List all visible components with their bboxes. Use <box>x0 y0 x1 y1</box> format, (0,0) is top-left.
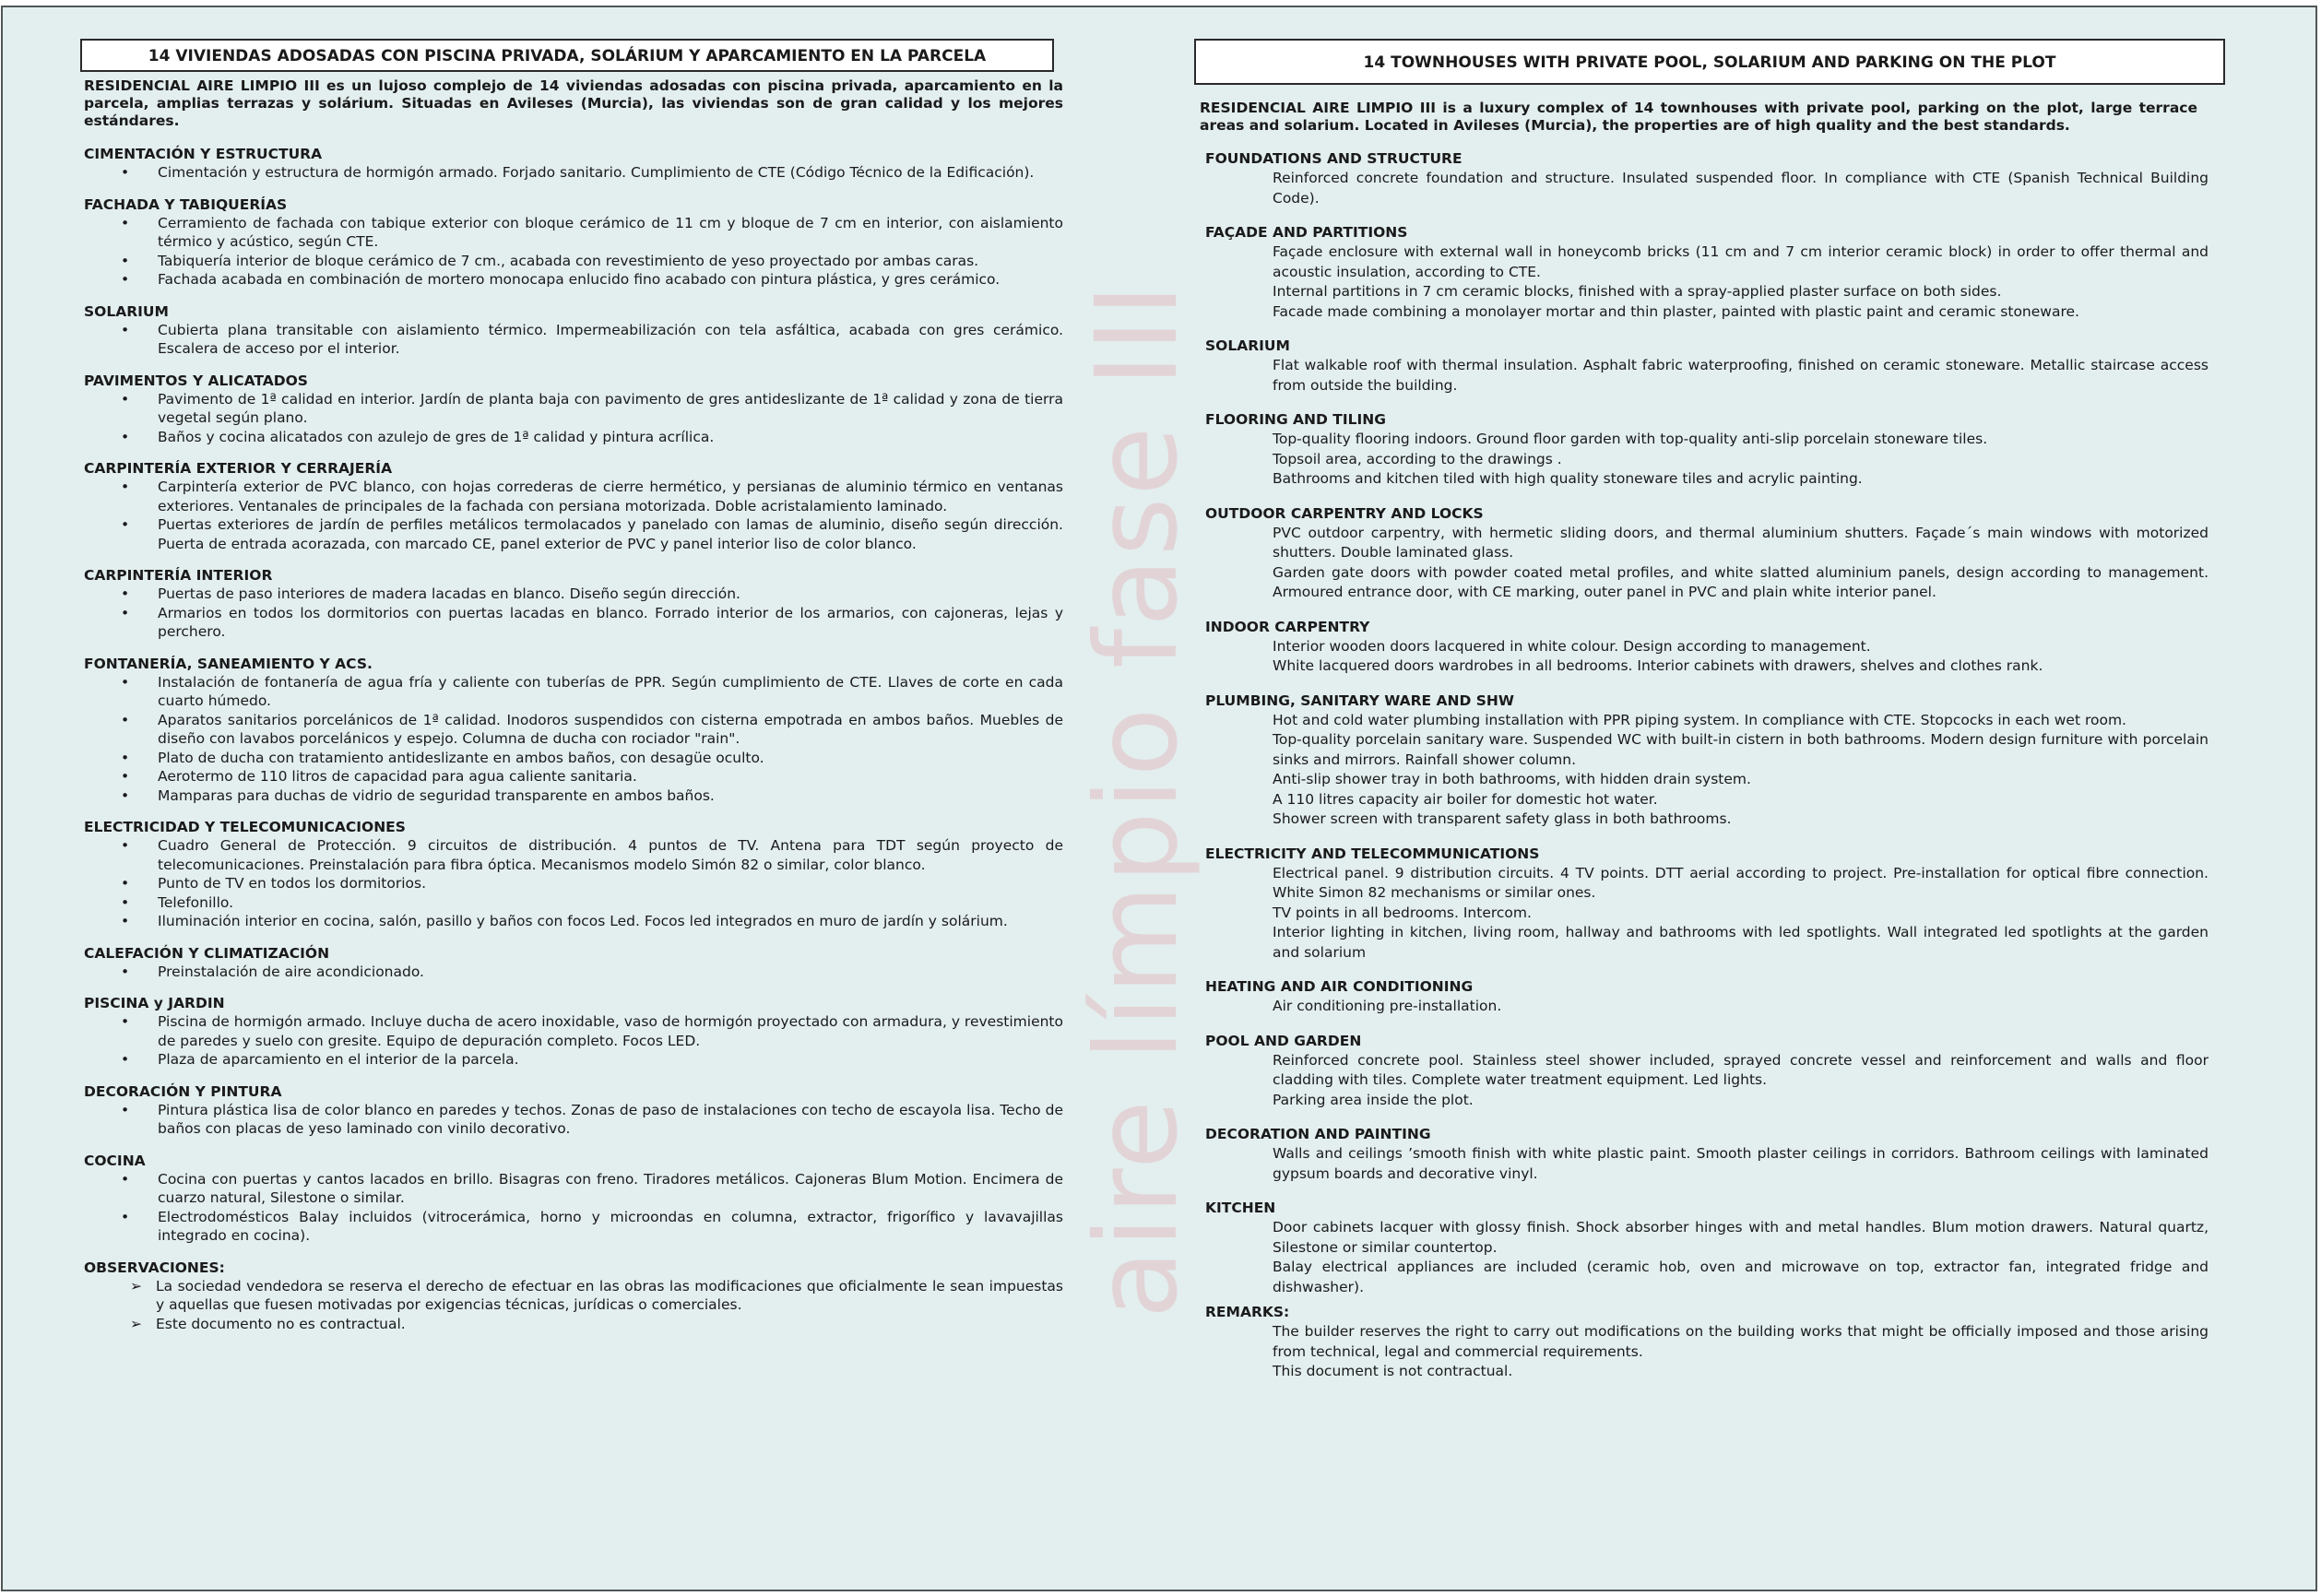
section-list <box>84 836 1063 931</box>
section-list <box>84 585 1063 642</box>
list-item: • Iluminación interior en cocina, salón, pasillo y baños con focos Led. Focos led integrados en muro de jardín y solárium. <box>158 912 1063 931</box>
section-title: CARPINTERÍA EXTERIOR Y CERRAJERÍA <box>84 460 393 477</box>
spanish-column <box>84 39 1063 1346</box>
spanish-remarks-list <box>84 1277 1063 1334</box>
remark-line: The builder reserves the right to carry out modifications on the building works that might be officially imposed and those arising from technical, legal and commercial requirements. <box>1273 1323 2209 1360</box>
section-title: PLUMBING, SANITARY WARE AND SHW <box>1205 692 1515 709</box>
section-lines <box>1205 430 2209 490</box>
section-line: Garden gate doors with powder coated metal profiles, and white slatted aluminium panels, design according to management. Armoured entrance door, with CE marking, outer panel in PVC and plain white interior panel. <box>1273 563 2209 600</box>
spec-section <box>84 372 1063 447</box>
section-line: Interior wooden doors lacquered in white colour. Design according to management. <box>1273 637 1871 655</box>
list-item: • Aerotermo de 110 litros de capacidad para agua caliente sanitaria. <box>158 767 1063 786</box>
spec-section <box>84 145 1063 183</box>
spanish-title: 14 VIVIENDAS ADOSADAS CON PISCINA PRIVADA, SOLÁRIUM Y APARCAMIENTO EN LA PARCELA <box>80 39 1054 72</box>
section-list <box>84 390 1063 447</box>
section-line: Walls and ceilings ’smooth finish with white plastic paint. Smooth plaster ceilings in corridors. Bathroom ceilings with laminated gypsum boards and decorative vinyl. <box>1273 1145 2209 1182</box>
list-item: • Telefonillo. <box>158 893 1063 913</box>
section-title: COCINA <box>84 1152 146 1169</box>
section-line: Internal partitions in 7 cm ceramic blocks, finished with a spray-applied plaster surface on both sides. <box>1273 283 2002 300</box>
spec-section <box>84 994 1063 1070</box>
section-line: Anti-slip shower tray in both bathrooms, with hidden drain system. <box>1273 771 1751 787</box>
section-title: PAVIMENTOS Y ALICATADOS <box>84 372 308 389</box>
spec-section <box>1205 223 2209 322</box>
list-item: • Armarios en todos los dormitorios con puertas lacadas en blanco. Forrado interior de los armarios, con cajoneras, lejas y perchero. <box>158 604 1063 642</box>
section-title: FLOORING AND TILING <box>1205 411 1386 428</box>
list-item: • Plaza de aparcamiento en el interior de la parcela. <box>158 1050 1063 1070</box>
section-title: FAÇADE AND PARTITIONS <box>1205 224 1408 241</box>
spec-section <box>1205 504 2209 603</box>
section-line: TV points in all bedrooms. Intercom. <box>1273 904 1532 921</box>
list-item: • Baños y cocina alicatados con azulejo de gres de 1ª calidad y pintura acrílica. <box>158 428 1063 447</box>
section-line: A 110 litres capacity air boiler for domestic hot water. <box>1273 790 1658 808</box>
list-item: • Cimentación y estructura de hormigón armado. Forjado sanitario. Cumplimiento de CTE (Código Técnico de la Edificación). <box>158 163 1063 183</box>
list-item: • Punto de TV en todos los dormitorios. <box>158 874 1063 893</box>
english-remarks <box>1205 1303 2209 1382</box>
list-item: • Instalación de fontanería de agua fría y caliente con tuberías de PPR. Según cumplimiento de CTE. Llaves de corte en cada cuarto húmedo. <box>158 673 1063 711</box>
section-line: White lacquered doors wardrobes in all bedrooms. Interior cabinets with drawers, shelves and clothes rank. <box>1273 657 2043 674</box>
section-list <box>84 214 1063 290</box>
section-line: Reinforced concrete foundation and structure. Insulated suspended floor. In compliance with CTE (Spanish Technical Building Code). <box>1273 170 2209 207</box>
spec-section <box>1205 337 2209 396</box>
section-title: POOL AND GARDEN <box>1205 1032 1362 1049</box>
list-item: • Preinstalación de aire acondicionado. <box>158 963 1063 982</box>
section-line: Door cabinets lacquer with glossy finish. Shock absorber hinges with and metal handles. Blum motion drawers. Natural quartz, Silestone or similar countertop. <box>1273 1219 2209 1256</box>
list-item: • Puertas de paso interiores de madera lacadas en blanco. Diseño según dirección. <box>158 585 1063 604</box>
list-item: • Mamparas para duchas de vidrio de seguridad transparente en ambos baños. <box>158 786 1063 806</box>
spec-section <box>1205 1125 2209 1184</box>
spec-section <box>84 195 1063 290</box>
section-line: Bathrooms and kitchen tiled with high quality stoneware tiles and acrylic painting. <box>1273 470 1863 487</box>
english-sections <box>1194 149 2209 1297</box>
section-title: SOLARIUM <box>84 302 169 320</box>
spec-section <box>84 818 1063 931</box>
list-item: • Piscina de hormigón armado. Incluye ducha de acero inoxidable, vaso de hormigón proyectado con armadura, y revestimiento de paredes y suelo con gresite. Equipo de depuración completo. Focos LED. <box>158 1012 1063 1050</box>
list-item: • Electrodomésticos Balay incluidos (vitrocerámica, horno y microondas en columna, extractor, frigorífico y lavavajillas integrado en cocina). <box>158 1208 1063 1246</box>
page-frame <box>1 6 2317 1591</box>
list-item: • Puertas exteriores de jardín de perfiles metálicos termolacados y panelado con lamas de aluminio, diseño según dirección. Puerta de entrada acorazada, con marcado CE, panel exterior de PVC y panel interior liso de color blanco. <box>158 515 1063 553</box>
list-item: • Aparatos sanitarios porcelánicos de 1ª calidad. Inodoros suspendidos con cisterna empotrada en ambos baños. Muebles de diseño con lavabos porcelánicos y espejo. Columna de ducha con rociador "rain". <box>158 711 1063 749</box>
section-list <box>84 1101 1063 1139</box>
section-title: FACHADA Y TABIQUERÍAS <box>84 195 288 213</box>
spec-section <box>84 302 1063 359</box>
section-line: Top-quality flooring indoors. Ground floor garden with top-quality anti-slip porcelain stoneware tiles. <box>1273 431 1988 447</box>
english-remarks-title: REMARKS: <box>1205 1304 1290 1320</box>
list-item: • Carpintería exterior de PVC blanco, con hojas correderas de cierre hermético, y persianas de aluminio térmico en ventanas exteriores. Ventanales de principales de la fachada con persiana motorizada. Doble acristalamiento laminado. <box>158 478 1063 515</box>
section-lines <box>1205 1051 2209 1111</box>
section-lines <box>1205 997 2209 1017</box>
section-line: Balay electrical appliances are included (ceramic hob, oven and microwave on top, extractor fan, integrated fridge and dishwasher). <box>1273 1259 2209 1295</box>
list-item: • Pavimento de 1ª calidad en interior. Jardín de planta baja con pavimento de gres antideslizante de 1ª calidad y zona de tierra vegetal según plano. <box>158 390 1063 428</box>
spec-section <box>84 1152 1063 1246</box>
spec-section <box>84 459 1063 553</box>
remark-line: This document is not contractual. <box>1273 1363 1513 1379</box>
section-lines <box>1205 1144 2209 1184</box>
section-line: PVC outdoor carpentry, with hermetic sliding doors, and thermal aluminium shutters. Façade´s main windows with motorized shutters. Double laminated glass. <box>1273 524 2209 561</box>
section-list <box>84 478 1063 553</box>
section-title: INDOOR CARPENTRY <box>1205 618 1370 635</box>
spec-section <box>1205 410 2209 490</box>
section-title: HEATING AND AIR CONDITIONING <box>1205 978 1474 995</box>
list-item: • Plato de ducha con tratamiento antideslizante en ambos baños, con desagüe oculto. <box>158 749 1063 768</box>
section-title: ELECTRICITY AND TELECOMMUNICATIONS <box>1205 845 1540 862</box>
spec-section <box>84 655 1063 806</box>
list-item: • Cuadro General de Protección. 9 circuitos de distribución. 4 puntos de TV. Antena para TDT según proyecto de telecomunicaciones. Preinstalación para fibra óptica. Mecanismos modelo Simón 82 o similar, color blanco. <box>158 836 1063 874</box>
section-line: Hot and cold water plumbing installation with PPR piping system. In compliance with CTE. Stopcocks in each wet room. <box>1273 711 2126 728</box>
spec-section <box>84 944 1063 982</box>
list-item: • Pintura plástica lisa de color blanco en paredes y techos. Zonas de paso de instalaciones con techo de escayola lisa. Techo de baños con placas de yeso laminado con vinilo decorativo. <box>158 1101 1063 1139</box>
section-line: Top-quality porcelain sanitary ware. Suspended WC with built-in cistern in both bathrooms. Modern design furniture with porcelain sinks and mirrors. Rainfall shower column. <box>1273 731 2209 768</box>
english-column <box>1194 39 2209 1397</box>
section-list <box>84 673 1063 806</box>
section-lines <box>1205 1218 2209 1297</box>
section-lines <box>1205 637 2209 677</box>
spec-section <box>84 566 1063 642</box>
section-line: Flat walkable roof with thermal insulation. Asphalt fabric waterproofing, finished on ceramic stoneware. Metallic staircase access from outside the building. <box>1273 357 2209 394</box>
list-item: • Tabiquería interior de bloque cerámico de 7 cm., acabada con revestimiento de yeso proyectado por ambas caras. <box>158 252 1063 271</box>
english-title: 14 TOWNHOUSES WITH PRIVATE POOL, SOLARIUM AND PARKING ON THE PLOT <box>1194 39 2225 85</box>
list-item: • Cubierta plana transitable con aislamiento térmico. Impermeabilización con tela asfáltica, acabada con gres cerámico. Escalera de acceso por el interior. <box>158 321 1063 359</box>
section-list <box>84 1012 1063 1070</box>
spec-section <box>1205 977 2209 1017</box>
spanish-sections <box>84 145 1063 1246</box>
english-remarks-list <box>1205 1322 2209 1382</box>
section-lines <box>1205 356 2209 396</box>
spanish-remarks <box>84 1259 1063 1334</box>
spec-section <box>1205 845 2209 964</box>
section-title: FOUNDATIONS AND STRUCTURE <box>1205 150 1462 167</box>
section-list <box>84 963 1063 982</box>
spanish-intro: RESIDENCIAL AIRE LIMPIO III es un lujoso complejo de 14 viviendas adosadas con piscina privada, aparcamiento en la parcela, amplias terrazas y solárium. Situadas en Avileses (Murcia), las viviendas son de gran calidad y los mejores estándares. <box>84 77 1063 129</box>
section-list <box>84 321 1063 359</box>
section-line: Façade enclosure with external wall in honeycomb bricks (11 cm and 7 cm interior ceramic block) in order to offer thermal and acoustic insulation, according to CTE. <box>1273 243 2209 280</box>
spec-section <box>1205 1199 2209 1297</box>
section-title: ELECTRICIDAD Y TELECOMUNICACIONES <box>84 819 406 835</box>
english-intro: RESIDENCIAL AIRE LIMPIO III is a luxury complex of 14 townhouses with private pool, parking on the plot, large terrace areas and solarium. Located in Avileses (Murcia), the properties are of high quality and the best standards. <box>1200 100 2197 134</box>
section-list <box>84 1170 1063 1246</box>
section-title: FONTANERÍA, SANEAMIENTO Y ACS. <box>84 655 373 672</box>
section-list <box>84 163 1063 183</box>
section-title: OUTDOOR CARPENTRY AND LOCKS <box>1205 504 1484 522</box>
spec-section <box>1205 618 2209 677</box>
list-item: • Cerramiento de fachada con tabique exterior con bloque cerámico de 11 cm y bloque de 7 cm en interior, con aislamiento térmico y acústico, según CTE. <box>158 214 1063 252</box>
remark-item: ➢ Este documento no es contractual. <box>156 1315 1063 1334</box>
spec-section <box>1205 1032 2209 1111</box>
section-line: Parking area inside the plot. <box>1273 1091 1474 1108</box>
section-lines <box>1205 169 2209 208</box>
section-line: Shower screen with transparent safety glass in both bathrooms. <box>1273 810 1732 827</box>
section-title: PISCINA y JARDIN <box>84 995 225 1011</box>
section-lines <box>1205 711 2209 830</box>
section-line: Topsoil area, according to the drawings . <box>1273 450 1562 467</box>
spanish-remarks-title: OBSERVACIONES: <box>84 1259 225 1276</box>
spec-section <box>1205 149 2209 208</box>
list-item: • Cocina con puertas y cantos lacados en brillo. Bisagras con freno. Tiradores metálicos. Cajoneras Blum Motion. Encimera de cuarzo natural, Silestone o similar. <box>158 1170 1063 1208</box>
section-line: Interior lighting in kitchen, living room, hallway and bathrooms with led spotlights. Wall integrated led spotlights at the garden and solarium <box>1273 924 2209 961</box>
section-title: DECORACIÓN Y PINTURA <box>84 1082 282 1100</box>
watermark: aire límpio fase III <box>1072 281 1202 1319</box>
section-line: Electrical panel. 9 distribution circuits. 4 TV points. DTT aerial according to project. Pre-installation for optical fibre connection. White Simon 82 mechanisms or similar ones. <box>1273 864 2209 901</box>
section-line: Air conditioning pre-installation. <box>1273 998 1502 1014</box>
section-title: CARPINTERÍA INTERIOR <box>84 567 273 584</box>
spec-section <box>1205 692 2209 830</box>
section-title: SOLARIUM <box>1205 337 1290 354</box>
section-lines <box>1205 242 2209 322</box>
list-item: • Fachada acabada en combinación de mortero monocapa enlucido fino acabado con pintura plástica, y gres cerámico. <box>158 270 1063 290</box>
section-title: DECORATION AND PAINTING <box>1205 1126 1431 1142</box>
spec-section <box>84 1082 1063 1139</box>
section-title: KITCHEN <box>1205 1200 1276 1216</box>
section-line: Reinforced concrete pool. Stainless steel shower included, sprayed concrete vessel and reinforcement and walls and floor cladding with tiles. Complete water treatment equipment. Led lights. <box>1273 1051 2209 1088</box>
section-title: CALEFACIÓN Y CLIMATIZACIÓN <box>84 944 330 962</box>
remark-item: ➢ La sociedad vendedora se reserva el derecho de efectuar en las obras las modificaciones que oficialmente le sean impuestas y aquellas que fuesen motivadas por exigencias técnicas, jurídicas o comerciales. <box>156 1277 1063 1315</box>
section-line: Facade made combining a monolayer mortar and thin plaster, painted with plastic paint and ceramic stoneware. <box>1273 302 2079 320</box>
section-lines <box>1205 864 2209 964</box>
section-lines <box>1205 524 2209 603</box>
section-title: CIMENTACIÓN Y ESTRUCTURA <box>84 146 323 162</box>
